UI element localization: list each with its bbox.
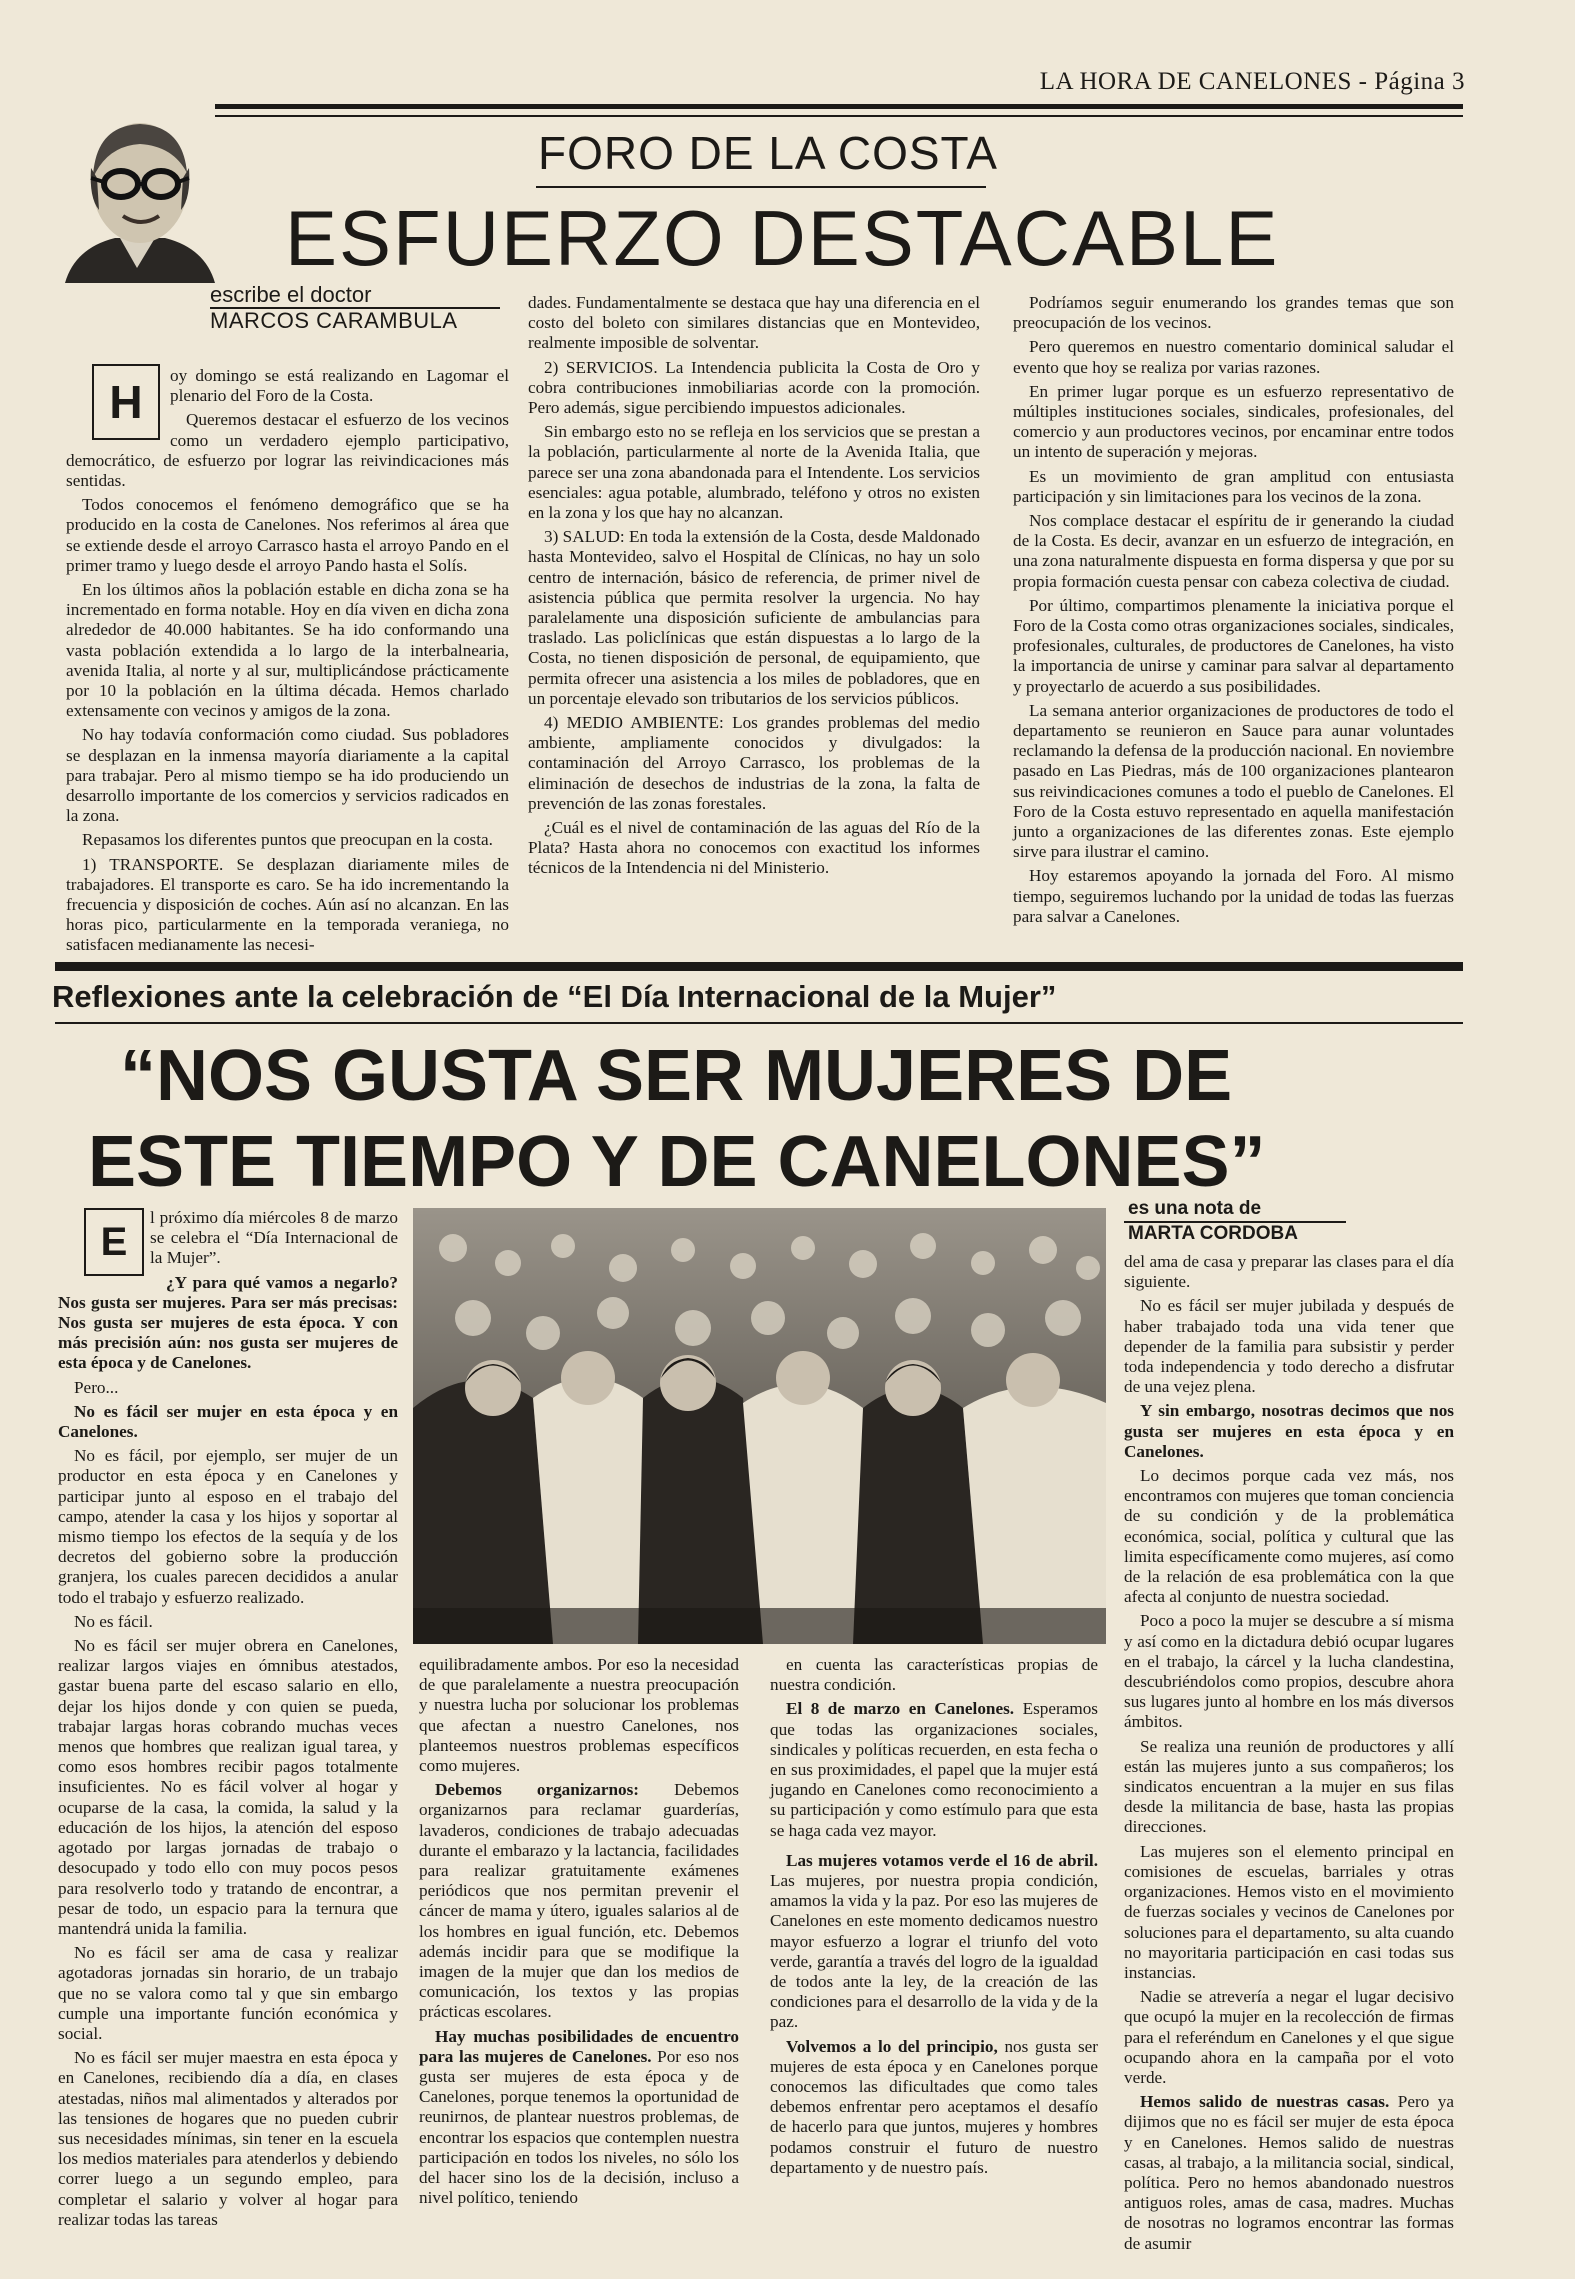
paragraph: Todos conocemos el fenómeno demográfico que se ha producido en la costa de Canelones. Nos referimos al área que se extiende desde el arroyo Carrasco hasta el arroyo Pando en el primer tramo y luego desde el arroyo Pando hasta el Solís. bbox=[66, 495, 509, 575]
byline-prefix: escribe el doctor bbox=[210, 282, 372, 307]
dropcap-letter: H bbox=[109, 376, 143, 428]
crowd-illustration bbox=[413, 1208, 1106, 1644]
paragraph: 2) SERVICIOS. La Intendencia publicita la Costa de Oro y cobra contribuciones inmobiliarias acorde con la promoción. Pero además, sigue percibiendo impuestos adicionales. bbox=[528, 357, 980, 418]
paragraph-text: Pero ya dijimos que no es fácil ser mujer de esta época y en Canelones. Hemos salido de nuestras casas, al trabajo, a la militancia social, sindical, política. Pero no hemos abandonado nuestros antiguos roles, amas de casa, madres. Muchas de nosotras no logramos encontrar las formas de asumir bbox=[1124, 2092, 1454, 2253]
paragraph: En primer lugar porque es un esfuerzo representativo de múltiples instituciones sociales, sindicales, profesionales, del comercio y aun productores vecinos, por encaminar entre todos un intento de superación y mejoras. bbox=[1013, 381, 1454, 462]
subhead-text: No es fácil ser mujer en esta época y en Canelones. bbox=[58, 1401, 398, 1442]
paragraph: Se realiza una reunión de productores y allí están las mujeres junto a sus compañeros; los sindicatos encuentran a la mujer en sus filas desde la militancia de base, hasta las propias direcciones. bbox=[1124, 1736, 1454, 1837]
article2-title-line2: ESTE TIEMPO Y DE CANELONES” bbox=[88, 1122, 1266, 1202]
paragraph: Repasamos los diferentes puntos que preocupan en la costa. bbox=[82, 830, 493, 850]
emphasis: ¿Y para qué vamos a negarlo? Nos gusta ser mujeres. Para ser más precisas: Nos gusta ser mujeres de esta época. Y con más precisión aún: nos gusta ser mujeres de esta época y de Canelones. bbox=[58, 1272, 398, 1373]
paragraph: Pero... bbox=[74, 1377, 119, 1397]
paragraph: Sin embargo esto no se refleja en los servicios que se prestan a la población, particularmente al norte de la Avenida Italia, que parece ser una zona abandonada para el Intendente. Los servicios esenciales: agua potable, alumbrado, teléfono y otros no existen en la zona y los que hay no alcanzan. bbox=[528, 422, 980, 523]
paragraph-text: Esperamos que todas las organizaciones sociales, sindicales y políticas recuerden, en esta fecha o en sus proximidades, el papel que la mujer está jugando en Canelones como reconocimiento a su participación y como estímulo para que esta se haga cada vez mayor. bbox=[770, 1699, 1098, 1840]
article1-column-1 bbox=[66, 366, 509, 955]
paragraph: Nos complace destacar el espíritu de ir generando la ciudad de la Costa. Es decir, avanzar en un esfuerzo de integración, en una zona naturalmente dispuesta en forma dispersa y que por su propia formación cuesta pensar con cabeza colectiva de ciudad. bbox=[1013, 511, 1454, 591]
paragraph: No es fácil, por ejemplo, ser mujer de un productor en esta época y en Canelones y participar junto al esposo en el trabajo del campo, atender la casa y los hijos y soportar al mismo tiempo los efectos de la sequía y de los decretos del gobierno sobre la producción granjera, los cuales parecen decididos a anular todo el trabajo y esfuerzo realizado. bbox=[58, 1446, 398, 1607]
article1-column-3 bbox=[1013, 293, 1454, 943]
article2-kicker-rule bbox=[55, 1022, 1463, 1024]
paragraph: Las mujeres son el elemento principal en comisiones de escuelas, barriales y otras organizaciones. Hemos visto en el movimiento de fuerzas sociales y vecinos de Canelones por soluciones para el departamento, su alta cuando no mayoritaria participación en casi todas sus instancias. bbox=[1124, 1841, 1454, 1982]
crowd-photo bbox=[413, 1208, 1106, 1644]
paragraph-text: nos gusta ser mujeres de esta época y en Canelones porque conocemos las dificultades que como tales debemos enfrentar pero aceptamos el desafío de hacerlo para que juntos, mujeres y hombres podamos construir el futuro de nuestro departamento y de nuestro país. bbox=[770, 2036, 1098, 2177]
paragraph bbox=[419, 2027, 739, 2209]
paragraph bbox=[770, 2037, 1098, 2178]
article1-kicker: FORO DE LA COSTA bbox=[538, 127, 998, 179]
paragraph: dades. Fundamentalmente se destaca que hay una diferencia en el costo del boleto con similares distancias que en Montevideo, realmente imposible de solventar. bbox=[528, 293, 980, 353]
paragraph bbox=[770, 1699, 1098, 1840]
kicker-underline bbox=[536, 186, 986, 188]
paragraph: En los últimos años la población estable en dicha zona se ha incrementado en forma notable. Hoy en día viven en dicha zona alrededor de 40.000 habitantes. Se ha ido conformando una vasta población extendida a lo largo de la interbalnearia, avenida Italia, al norte y al sur, multiplicándose prácticamente por 10 la población en la última década. Hemos charlado extensamente con vecinos y amigos de la zona. bbox=[66, 580, 509, 721]
paragraph: en cuenta las características propias de nuestra condición. bbox=[770, 1655, 1098, 1695]
paragraph: del ama de casa y preparar las clases para el día siguiente. bbox=[1124, 1252, 1454, 1292]
paragraph: equilibradamente ambos. Por eso la necesidad de que paralelamente a nuestra preocupación y nuestra lucha por solucionar los problemas que afectan a nuestro Canelones, nos planteemos nuestros problemas específicos como mujeres. bbox=[419, 1655, 739, 1776]
masthead: LA HORA DE CANELONES - Página 3 bbox=[1039, 68, 1465, 95]
subhead-text: Y sin embargo, nosotras decimos que nos gusta ser mujeres en esta época y en Canelones. bbox=[1124, 1401, 1454, 1461]
article2-byline-name: MARTA CORDOBA bbox=[1128, 1223, 1298, 1244]
paragraph: Queremos destacar el esfuerzo de los vecinos como un verdadero ejemplo participativo, democrático, de esfuerzo por lograr las reivindicaciones más sentidas. bbox=[66, 410, 509, 491]
subhead-text: Hemos salido de nuestras casas. bbox=[1140, 2092, 1390, 2112]
paragraph: l próximo día miércoles 8 de marzo se celebra el “Día Internacional de la Mujer”. bbox=[150, 1208, 398, 1268]
paragraph: Es un movimiento de gran amplitud con entusiasta participación y sin limitaciones para los vecinos de la zona. bbox=[1013, 466, 1454, 506]
article2-column-1 bbox=[58, 1208, 398, 2229]
article1-column-2 bbox=[528, 293, 980, 943]
portrait-illustration bbox=[55, 98, 220, 283]
article2-column-4 bbox=[1124, 1252, 1454, 2253]
author-portrait bbox=[55, 98, 220, 283]
paragraph: 1) TRANSPORTE. Se desplazan diariamente miles de trabajadores. El transporte es caro. Se ha ido incrementando la frecuencia y disposición de coches. Aún así no alcanzan. En las horas pico, particularmente en la temporada veraniega, no satisfacen medianamente las necesi- bbox=[66, 854, 509, 955]
paragraph: No es fácil. bbox=[74, 1611, 153, 1631]
paragraph: No es fácil ser mujer jubilada y después de haber trabajado toda una vida tener que depender de la familia para subsistir y perder toda independencia y todo derecho a disfrutar de una vejez plena. bbox=[1124, 1296, 1454, 1397]
masthead-rule-thick bbox=[215, 104, 1463, 109]
paragraph: Poco a poco la mujer se descubre a sí misma y así como en la dictadura debió ocupar lugares en el trabajo, la cárcel y la lucha clandestina, descubriéndolos como propios, descubre ahora sus lugares junto al hombre en los más diversos ámbitos. bbox=[1124, 1611, 1454, 1732]
paragraph: No es fácil ser mujer obrera en Canelones, realizar largos viajes en ómnibus atestados, gastar buena parte del escaso salario en ello, dejar los hijos donde y con quien se pueda, trabajar largas horas cobrando muchas veces menos que hombres que realizan igual tarea, y como esos hombres recibir pagos totalmente insuficientes. No es fácil volver al hogar y ocuparse de la casa, la comida, la salud y la educación de los hijos, la atención del esposo agotado por largas jornadas de trabajo o desocupado y todo ello con muy pocos pesos para resolverlo todo y tratando de encontrar, a pesar de todo, un espacio para la ternura que mantendrá unida la familia. bbox=[58, 1636, 398, 1938]
paragraph: oy domingo se está realizando en Lagomar el plenario del Foro de la Costa. bbox=[170, 366, 509, 406]
paragraph: Pero queremos en nuestro comentario dominical saludar el evento que hoy se realiza por varias razones. bbox=[1013, 337, 1454, 377]
paragraph: No es fácil ser ama de casa y realizar agotadoras jornadas sin horario, de un trabajo que no se valora como tal y que sin embargo cumple una importante función económica y social. bbox=[58, 1943, 398, 2043]
paragraph: Lo decimos porque cada vez más, nos encontramos con mujeres que toman conciencia de su condición y de la problemática económica, social, política y cultural que las limita específicamente como mujeres, así como de la relación de esa problemática con la que afecta al conjunto de nuestra sociedad. bbox=[1124, 1466, 1454, 1607]
masthead-rule-thin bbox=[215, 115, 1463, 117]
dropcap-spacer bbox=[58, 1208, 150, 1278]
article2-kicker: Reflexiones ante la celebración de “El Día Internacional de la Mujer” bbox=[52, 979, 1057, 1014]
paragraph bbox=[1124, 2092, 1454, 2254]
paragraph: Nadie se atrevería a negar el lugar decisivo que ocupó la mujer en la recolección de firmas para el referéndum en Canelones y el que sigue ocupando ahora en la campaña por el voto verde. bbox=[1124, 1987, 1454, 2087]
section-divider bbox=[55, 962, 1463, 971]
subhead-text: Volvemos a lo del principio, bbox=[786, 2036, 998, 2056]
paragraph: 3) SALUD: En toda la extensión de la Costa, desde Maldonado hasta Montevideo, salvo el Hospital de Clínicas, no hay un solo centro de internación, básico de referencia, de primer nivel de asistencia pública que permita resolver la urgencia. No hay paralelamente una disposición suficiente de ambulancias para traslado. Las policlínicas que están dispuestas a lo largo de la Costa, no tienen disposición de personal, de equipamiento, que permita ofrecer una asistencia a los miles de pobladores, que en un porcentaje elevado son tributarios de los servicios públicos. bbox=[528, 527, 980, 708]
article1-title: ESFUERZO DESTACABLE bbox=[285, 194, 1280, 282]
subhead-text: El 8 de marzo en Canelones. bbox=[786, 1699, 1015, 1719]
article2-byline-prefix: es una nota de bbox=[1128, 1198, 1262, 1219]
paragraph bbox=[770, 1851, 1098, 2033]
paragraph-text: Debemos organizarnos para reclamar guarderías, lavaderos, condiciones de trabajo adecuadas durante el embarazo y la lactancia, facilidades para realizar gratuitamente exámenes periódicos que nos permitan prevenir el cáncer de mama y útero, iguales salarios al de los hombres en igual función, etc. Debemos además incidir para que se modifique la imagen de la mujer que dan los medios de comunicación, los textos y las propias prácticas escolares. bbox=[419, 1780, 739, 2022]
article2-column-3 bbox=[770, 1655, 1098, 2177]
dropcap-spacer bbox=[66, 366, 170, 444]
paragraph: No hay todavía conformación como ciudad. Sus pobladores se desplazan en la inmensa mayoría diariamente a la capital para trabajar. Pero al mismo tiempo se ha ido produciendo un desarrollo importante de los comercios y servicios radicados en la zona. bbox=[66, 725, 509, 826]
byline-name: MARCOS CARAMBULA bbox=[210, 308, 458, 333]
subhead-text: Hay muchas posibilidades de encuentro para las mujeres de Canelones. bbox=[419, 2026, 739, 2066]
paragraph: Podríamos seguir enumerando los grandes temas que son preocupación de los vecinos. bbox=[1013, 293, 1454, 333]
paragraph: La semana anterior organizaciones de productores de todo el departamento se reunieron en Sauce para aunar voluntades reclamando la defensa de la producción nacional. En noviembre pasado en Las Piedras, más de 100 organizaciones plantearon sus reivindicaciones comunes a todo el pueblo de Canelones. El Foro de la Costa estuvo representado en aquella manifestación junto a organizaciones de las diferentes zonas. Este ejemplo sirve para ilustrar el camino. bbox=[1013, 700, 1454, 862]
paragraph: ¿Cuál es el nivel de contaminación de las aguas del Río de la Plata? Hasta ahora no conocemos con exactitud los informes técnicos de la Intendencia ni del Ministerio. bbox=[528, 818, 980, 878]
paragraph-text: Por eso nos gusta ser mujeres de esta época y de Canelones, porque tenemos la oportunidad de reunirnos, de plantear nuestros problemas, de encontrar los espacios que contemplen nuestra participación en todos los niveles, no sólo los del hacer sino los de la decisión, incluso a nivel político, teniendo bbox=[419, 2046, 739, 2208]
paragraph bbox=[419, 1780, 739, 2022]
paragraph: No es fácil ser mujer maestra en esta época y en Canelones, recibiendo día a día, en clases atestadas, niños mal alimentados y alterados por las tensiones de hogares que no pueden cubrir sus necesidades mínimas, sin tener en la escuela los medios materiales para atenderlos y debiendo correr luego a un segundo empleo, para completar el salario y volver al hogar para realizar todas las tareas bbox=[58, 2048, 398, 2229]
paragraph-text: Las mujeres, por nuestra propia condición, amamos la vida y la paz. Por eso las mujeres de Canelones en este momento dedicamos nuestro mayor esfuerzo a lograr el triunfo del voto verde, garantía a través del logro de la igualdad de todos ante la ley, de la creación de las condiciones para el desarrollo de la vida y de la paz. bbox=[770, 1871, 1098, 2032]
article2-title-line1: “NOS GUSTA SER MUJERES DE bbox=[120, 1036, 1233, 1116]
subhead bbox=[58, 1402, 398, 1442]
paragraph: 4) MEDIO AMBIENTE: Los grandes problemas del medio ambiente, ampliamente conocidos y divulgados: la contaminación del Arroyo Carrasco, los problemas de la eliminación de desechos de industrias de la zona, la falta de prevención de las zonas forestales. bbox=[528, 713, 980, 813]
subhead-text: Debemos organizarnos: bbox=[435, 1780, 640, 1800]
subhead bbox=[1124, 1401, 1454, 1462]
article2-column-2 bbox=[419, 1655, 739, 2208]
paragraph bbox=[58, 1273, 398, 1374]
paragraph: Hoy estaremos apoyando la jornada del Foro. Al mismo tiempo, seguiremos luchando por la unidad de todas las fuerzas para salvar a Canelones. bbox=[1013, 866, 1454, 926]
dropcap-letter: E bbox=[100, 1220, 128, 1264]
paragraph: Por último, compartimos plenamente la iniciativa porque el Foro de la Costa como otras organizaciones sociales, sindicales, profesionales, culturales, de productores de Canelones, ha visto la importancia de unirse y caminar para salvar al departamento y proyectarlo de acuerdo a sus posibilidades. bbox=[1013, 595, 1454, 696]
subhead-text: Las mujeres votamos verde el 16 de abril. bbox=[786, 1850, 1098, 1870]
